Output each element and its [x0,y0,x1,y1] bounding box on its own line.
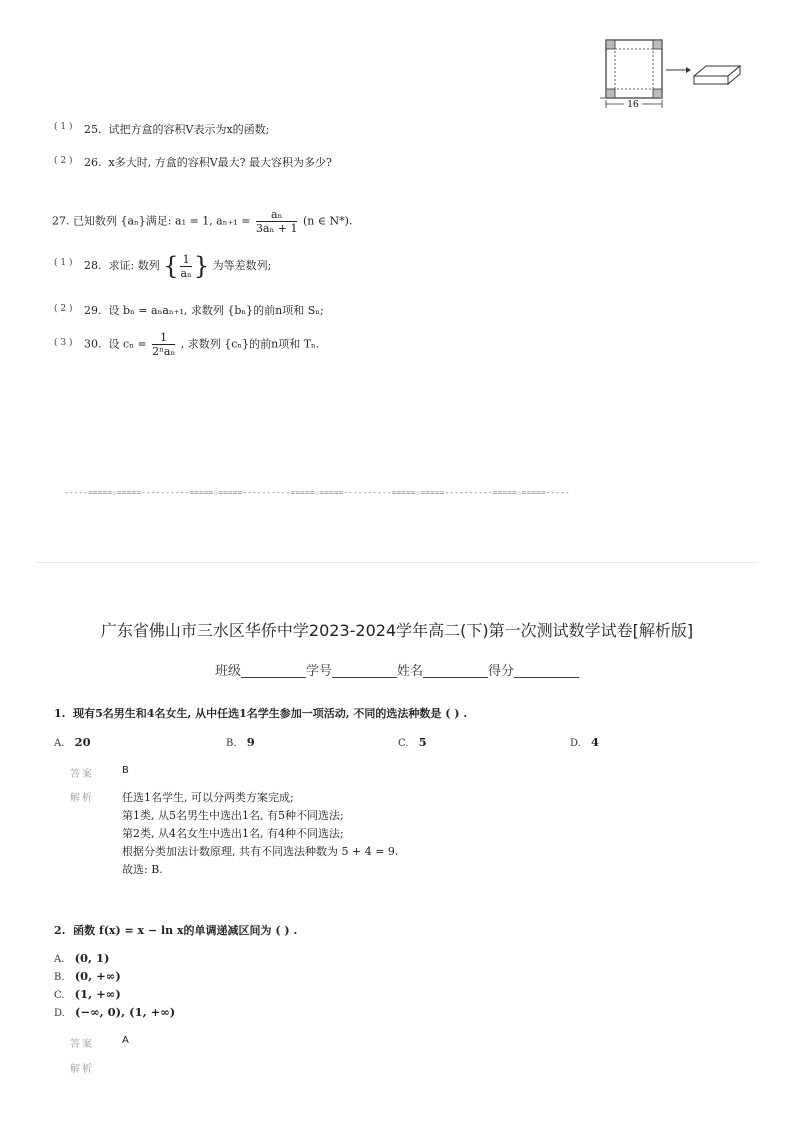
sub-number: ( 2 ) [54,156,73,166]
q1-option-c[interactable] [398,731,427,750]
answer-value: B [122,765,129,776]
analysis-line: 根据分类加法计数原理, 共有不同选法种数为 5 + 4 = 9. [122,845,399,858]
q28-sub [54,250,72,269]
q1-option-d[interactable] [570,731,599,750]
question-number: 30. [84,337,102,351]
option-value: 5 [418,735,427,749]
option-letter: D. [54,1008,65,1019]
question-text: 设 bₙ = aₙaₙ₊₁, 求数列 {bₙ}的前n项和 Sₙ; [108,304,324,317]
page-title: 广东省佛山市三水区华侨中学2023-2024学年高二(下)第一次测试数学试卷[解析版] [100,621,694,640]
question-number: 2. [54,924,66,937]
option-letter: C. [54,990,65,1001]
question-suffix: 为等差数列; [212,259,272,272]
q25-row [54,114,72,133]
q2-option-c[interactable] [54,983,121,1002]
sub-number: ( 1 ) [54,122,73,132]
q30-line [84,331,319,358]
q26-row [54,148,72,167]
answer-label: 答案 [70,1039,94,1050]
sub-number: ( 1 ) [54,258,73,268]
analysis-line: 任选1名学生, 可以分两类方案完成; [122,791,294,804]
sub-number: ( 2 ) [54,304,73,314]
option-letter: B. [226,738,237,749]
q27-line [52,208,352,235]
question-suffix: , 求数列 {cₙ}的前n项和 Tₙ. [180,337,320,351]
option-letter: A. [54,738,65,749]
numerator: aₙ [256,208,298,222]
question-text: 现有5名男生和4名女生, 从中任选1名学生参加一项活动, 不同的选法种数是 ( ) . [73,707,468,720]
question-number: 26. [84,156,102,169]
option-value: (0, +∞) [74,969,121,983]
option-letter: B. [54,972,65,983]
question-suffix: (n ∈ N*). [302,214,353,228]
numerator: 1 [180,253,191,267]
numerator: 1 [152,331,175,345]
question-text: 求证: 数列 [108,259,160,272]
q29-line [84,302,324,318]
q30-sub [54,330,72,349]
question-text: 设 cₙ = [108,337,147,351]
option-value: 4 [591,735,600,749]
option-value: (−∞, 0), (1, +∞) [75,1005,176,1019]
option-value: (0, 1) [74,951,110,965]
analysis-line: 第1类, 从5名男生中选出1名, 有5种不同选法; [122,809,344,822]
option-letter: D. [570,738,581,749]
fraction [256,208,298,235]
dimension-label: 16 [627,100,639,110]
option-letter: C. [398,738,409,749]
q1-option-a[interactable] [54,731,91,750]
question-number: 28. [84,259,102,272]
denominator: 3aₙ + 1 [255,222,298,235]
fraction [180,253,191,280]
q2-option-b[interactable] [54,965,121,984]
analysis-label: 解析 [70,793,94,804]
left-brace: { [163,252,179,280]
q1-option-b[interactable] [226,731,255,750]
answer-label: 答案 [70,769,94,780]
question-text: 函数 f(x) = x − ln x的单调递减区间为 ( ) . [73,924,298,937]
answer-value: A [122,1035,129,1046]
q2-option-d[interactable] [54,1001,175,1020]
option-value: 20 [74,735,91,749]
option-value: (1, +∞) [74,987,121,1001]
question-text: x多大时, 方盒的容积V最大? 最大容积为多少? [108,156,332,169]
star-divider: -----=====☆=====----------=====☆=====----------=====☆=====----------=====☆=====----------=====☆=====----- [64,488,570,497]
right-brace: } [193,252,210,280]
class-info-line: 班级__________学号__________姓名__________得分__________ [214,664,579,679]
option-value: 9 [246,735,255,749]
analysis-line: 第2类, 从4名女生中选出1名, 有4种不同选法; [122,827,344,840]
q1-stem [54,705,467,721]
question-number: 25. [84,123,102,136]
option-letter: A. [54,954,65,965]
fraction [152,331,175,358]
question-text: 试把方盒的容积V表示为x的函数; [108,123,270,136]
question-number: 1. [54,707,66,720]
page-separator [36,562,758,563]
q2-stem [54,922,297,938]
q2-option-a[interactable] [54,947,109,966]
sub-number: ( 3 ) [54,338,73,348]
denominator: 2ⁿaₙ [152,345,176,358]
q29-sub [54,296,72,315]
analysis-line: 故选: B. [122,863,163,876]
question-text: 已知数列 {aₙ}满足: a₁ = 1, aₙ₊₁ = [73,214,251,228]
analysis-label: 解析 [70,1064,94,1075]
question-number: 29. [84,304,102,317]
box-diagram [596,36,748,110]
q26-line [84,154,332,170]
q25-line [84,121,269,137]
denominator: aₙ [180,266,192,280]
question-number: 27. [52,214,70,228]
q28-line [84,252,271,280]
